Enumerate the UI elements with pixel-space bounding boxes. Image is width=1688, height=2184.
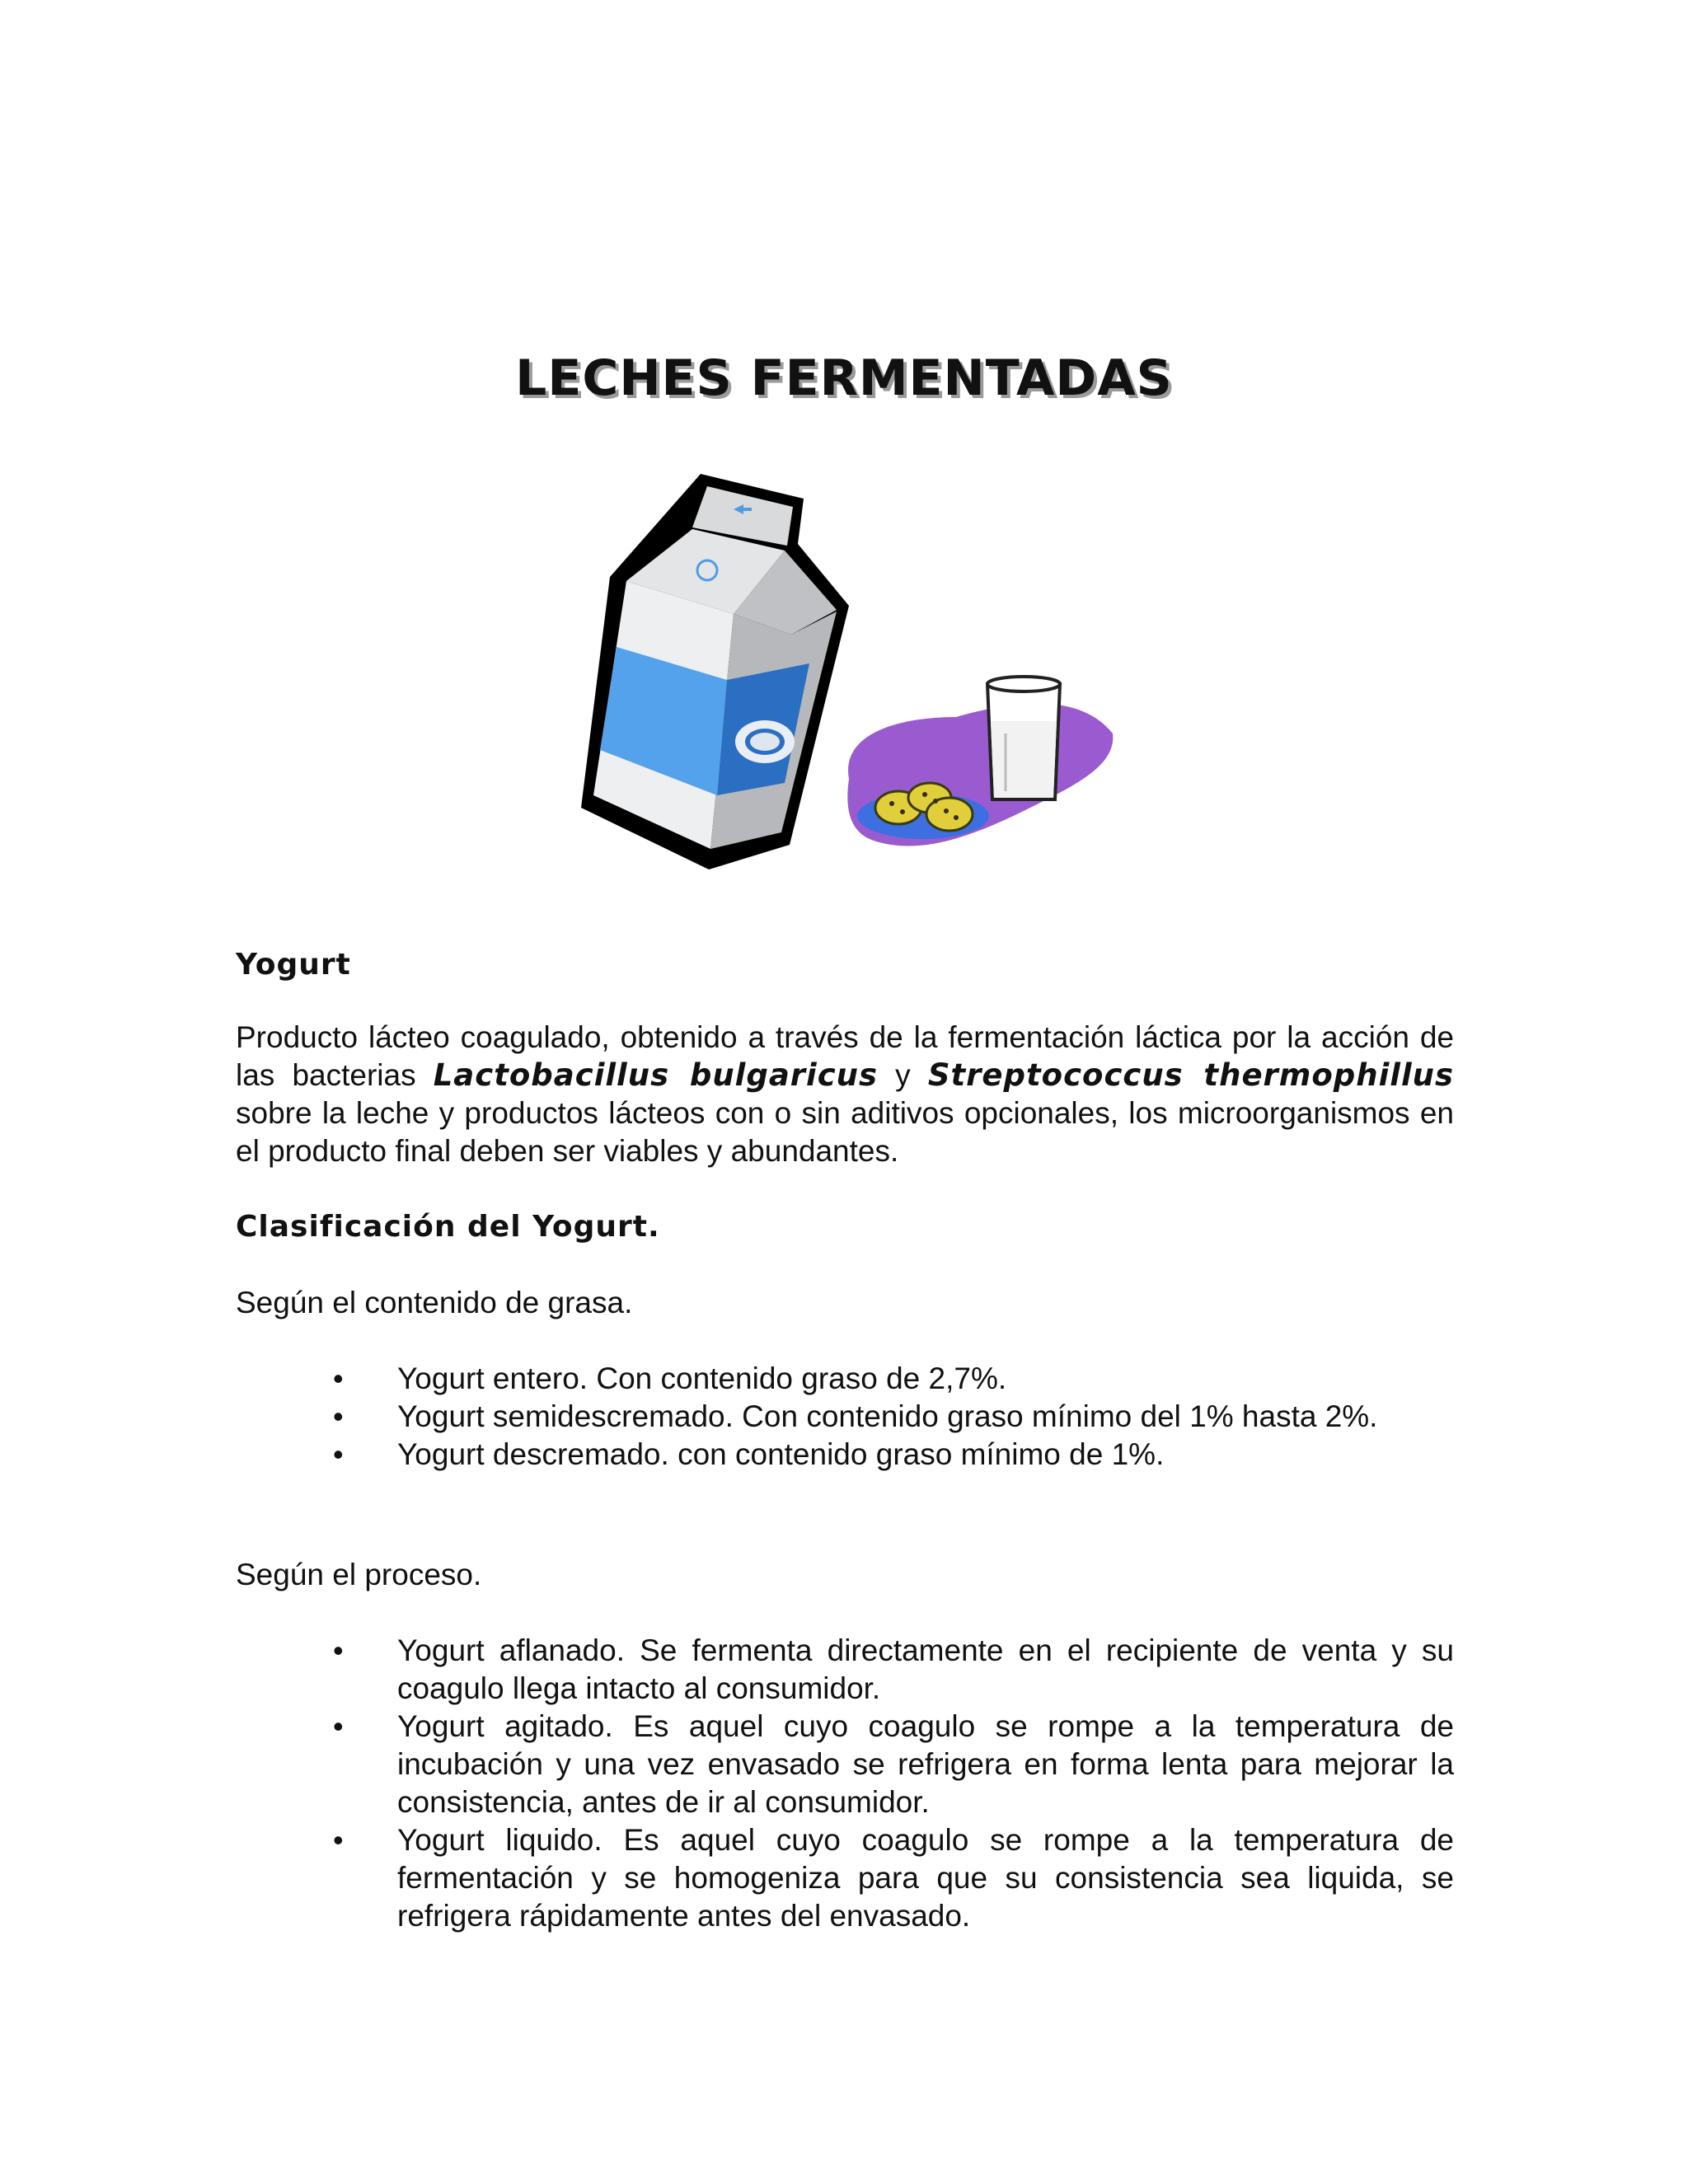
list-item: • Yogurt entero. Con contenido graso de 2,7%. (0, 1360, 1454, 1398)
intro-text-start: Producto lácteo coagulado, obtenido a través de la fermentación láctica por la acción de las bacterias (236, 1020, 1454, 1092)
list-item: • Yogurt descremado. con contenido graso mínimo de 1%. (0, 1436, 1454, 1474)
glass-of-milk-icon (987, 677, 1060, 799)
classification-heading: Clasificación del Yogurt. (236, 1210, 660, 1244)
list-item: • Yogurt agitado. Es aquel cuyo coagulo se rompe a la temperatura de incubación y una vez envasado se refrigera en forma lenta para mejorar la consistencia, antes de ir al consumidor. (333, 1709, 1454, 1819)
fat-content-heading: Según el contenido de grasa. (236, 1286, 633, 1319)
list-item: • Yogurt aflanado. Se fermenta directamente en el recipiente de venta y su coagulo llega intacto al consumidor. (333, 1633, 1454, 1705)
process-heading: Según el proceso. (236, 1558, 482, 1591)
yogurt-definition-paragraph (236, 1019, 1454, 1170)
intro-conjunction: y (878, 1058, 928, 1092)
list-item: • Yogurt liquido. Es aquel cuyo coagulo se rompe a la temperatura de fermentación y se homogeniza para que su consistencia sea liquida, se refrigera rápidamente antes del envasado. (333, 1823, 1454, 1933)
bullet-icon: • (333, 1709, 344, 1743)
milk-carton-icon (581, 474, 849, 869)
bullet-icon: • (333, 1633, 344, 1667)
bullet-icon: • (333, 1361, 344, 1395)
milk-and-cookies-illustration (569, 470, 1121, 874)
species-streptococcus: Streptococcus thermophillus (927, 1057, 1455, 1093)
bullet-icon: • (333, 1823, 344, 1857)
cookies-plate-icon (847, 704, 1113, 846)
bullet-icon: • (333, 1399, 344, 1433)
list-item: • Yogurt semidescremado. Con contenido graso mínimo del 1% hasta 2%. (0, 1398, 1454, 1436)
yogurt-heading: Yogurt (236, 948, 351, 982)
page-title: LECHES FERMENTADAS (515, 349, 1173, 407)
bullet-icon: • (333, 1437, 344, 1471)
species-lactobacillus: Lactobacillus bulgaricus (433, 1057, 879, 1093)
process-list (0, 1632, 1688, 1935)
fat-content-list (0, 1360, 1688, 1474)
intro-text-end: sobre la leche y productos lácteos con o sin aditivos opcionales, los microorganismos en el producto final deben ser viables y abundantes. (236, 1096, 1454, 1168)
